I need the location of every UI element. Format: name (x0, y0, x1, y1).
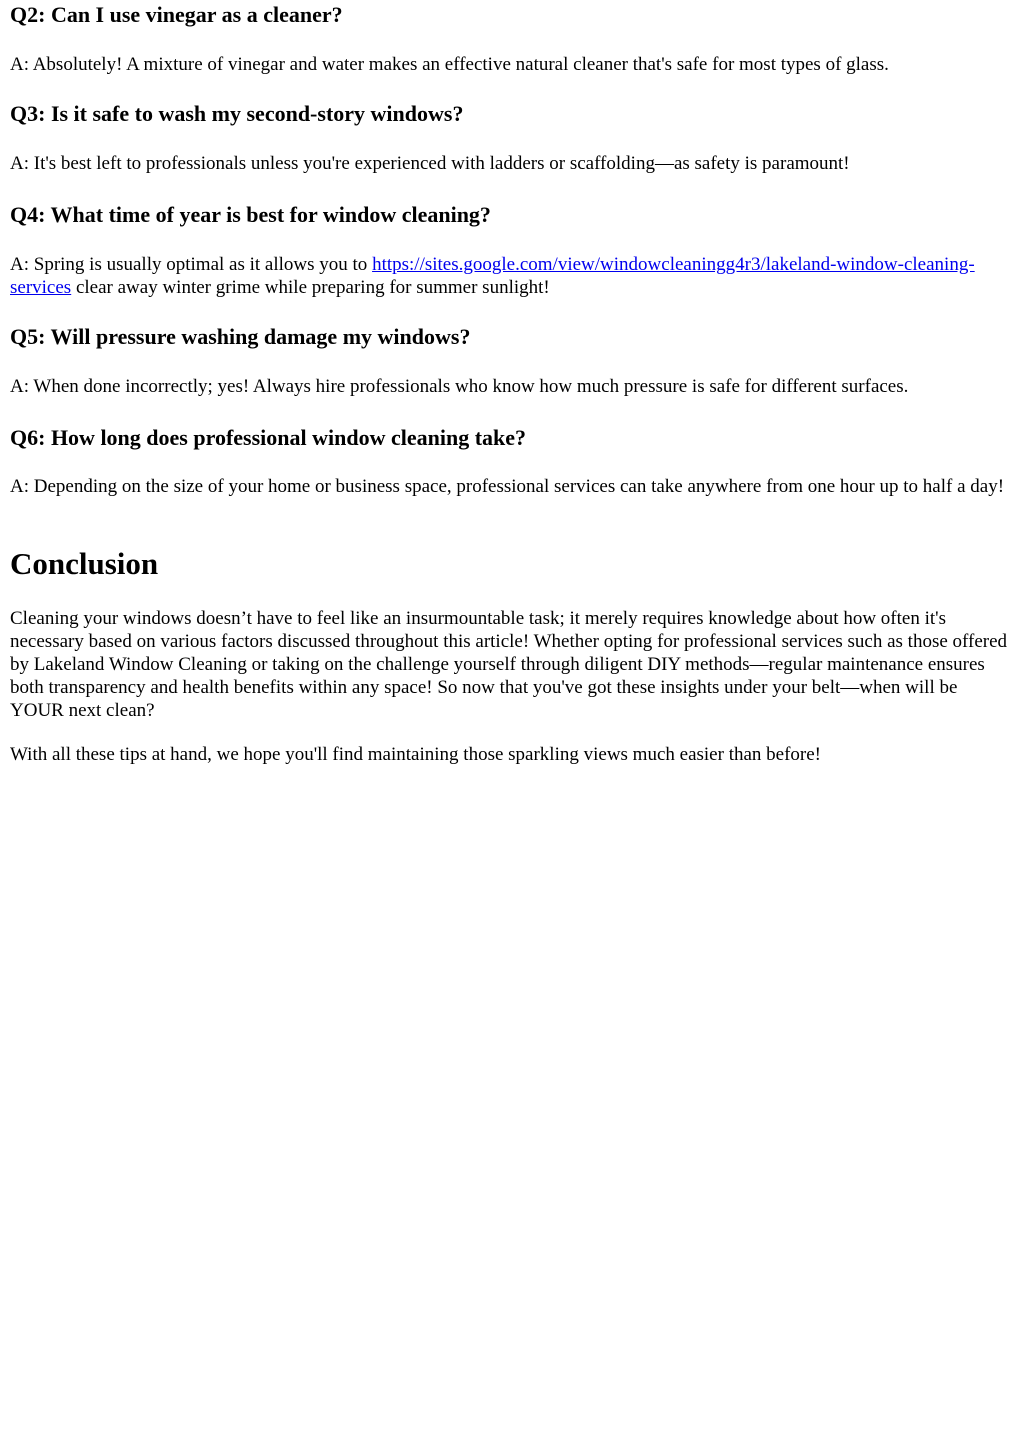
conclusion-paragraph-1: Cleaning your windows doesn’t have to feel like an insurmountable task; it merely requires knowledge about how often it's necessary based on various factors discussed throughout this article! Whether opting for professional services such as those offered by Lakeland Window Cleaning or taking on the challenge yourself through diligent DIY methods—regular maintenance ensures both transparency and health benefits within any space! So now that you've got these insights under your belt—when will be YOUR next clean? (10, 608, 1008, 721)
faq-question-q6: Q6: How long does professional window cleaning take? (10, 425, 527, 450)
lakeland-window-cleaning-link[interactable]: https://sites.google.com/view/windowcleaningg4r3/lakeland-window-cleaning-services (10, 254, 975, 298)
faq-answer-q4-before: A: Spring is usually optimal as it allows you to (10, 254, 373, 275)
conclusion-paragraph-2: With all these tips at hand, we hope you'll find maintaining those sparkling views much easier than before! (10, 744, 822, 765)
conclusion-heading: Conclusion (10, 546, 159, 581)
faq-answer-q3: A: It's best left to professionals unless you're experienced with ladders or scaffolding—as safety is paramount! (10, 153, 850, 174)
faq-question-q2: Q2: Can I use vinegar as a cleaner? (10, 2, 343, 27)
faq-answer-q2: A: Absolutely! A mixture of vinegar and water makes an effective natural cleaner that's safe for most types of glass. (10, 54, 889, 75)
faq-question-q3: Q3: Is it safe to wash my second-story windows? (10, 101, 464, 126)
faq-answer-q4 (10, 253, 1014, 299)
faq-answer-q6: A: Depending on the size of your home or business space, professional services can take anywhere from one hour up to half a day! (10, 476, 1005, 497)
faq-answer-q4-after: clear away winter grime while preparing for summer sunlight! (71, 277, 550, 298)
faq-question-q5: Q5: Will pressure washing damage my windows? (10, 324, 471, 349)
faq-question-q4: Q4: What time of year is best for window cleaning? (10, 202, 491, 227)
faq-answer-q5: A: When done incorrectly; yes! Always hire professionals who know how much pressure is safe for different surfaces. (10, 376, 909, 397)
